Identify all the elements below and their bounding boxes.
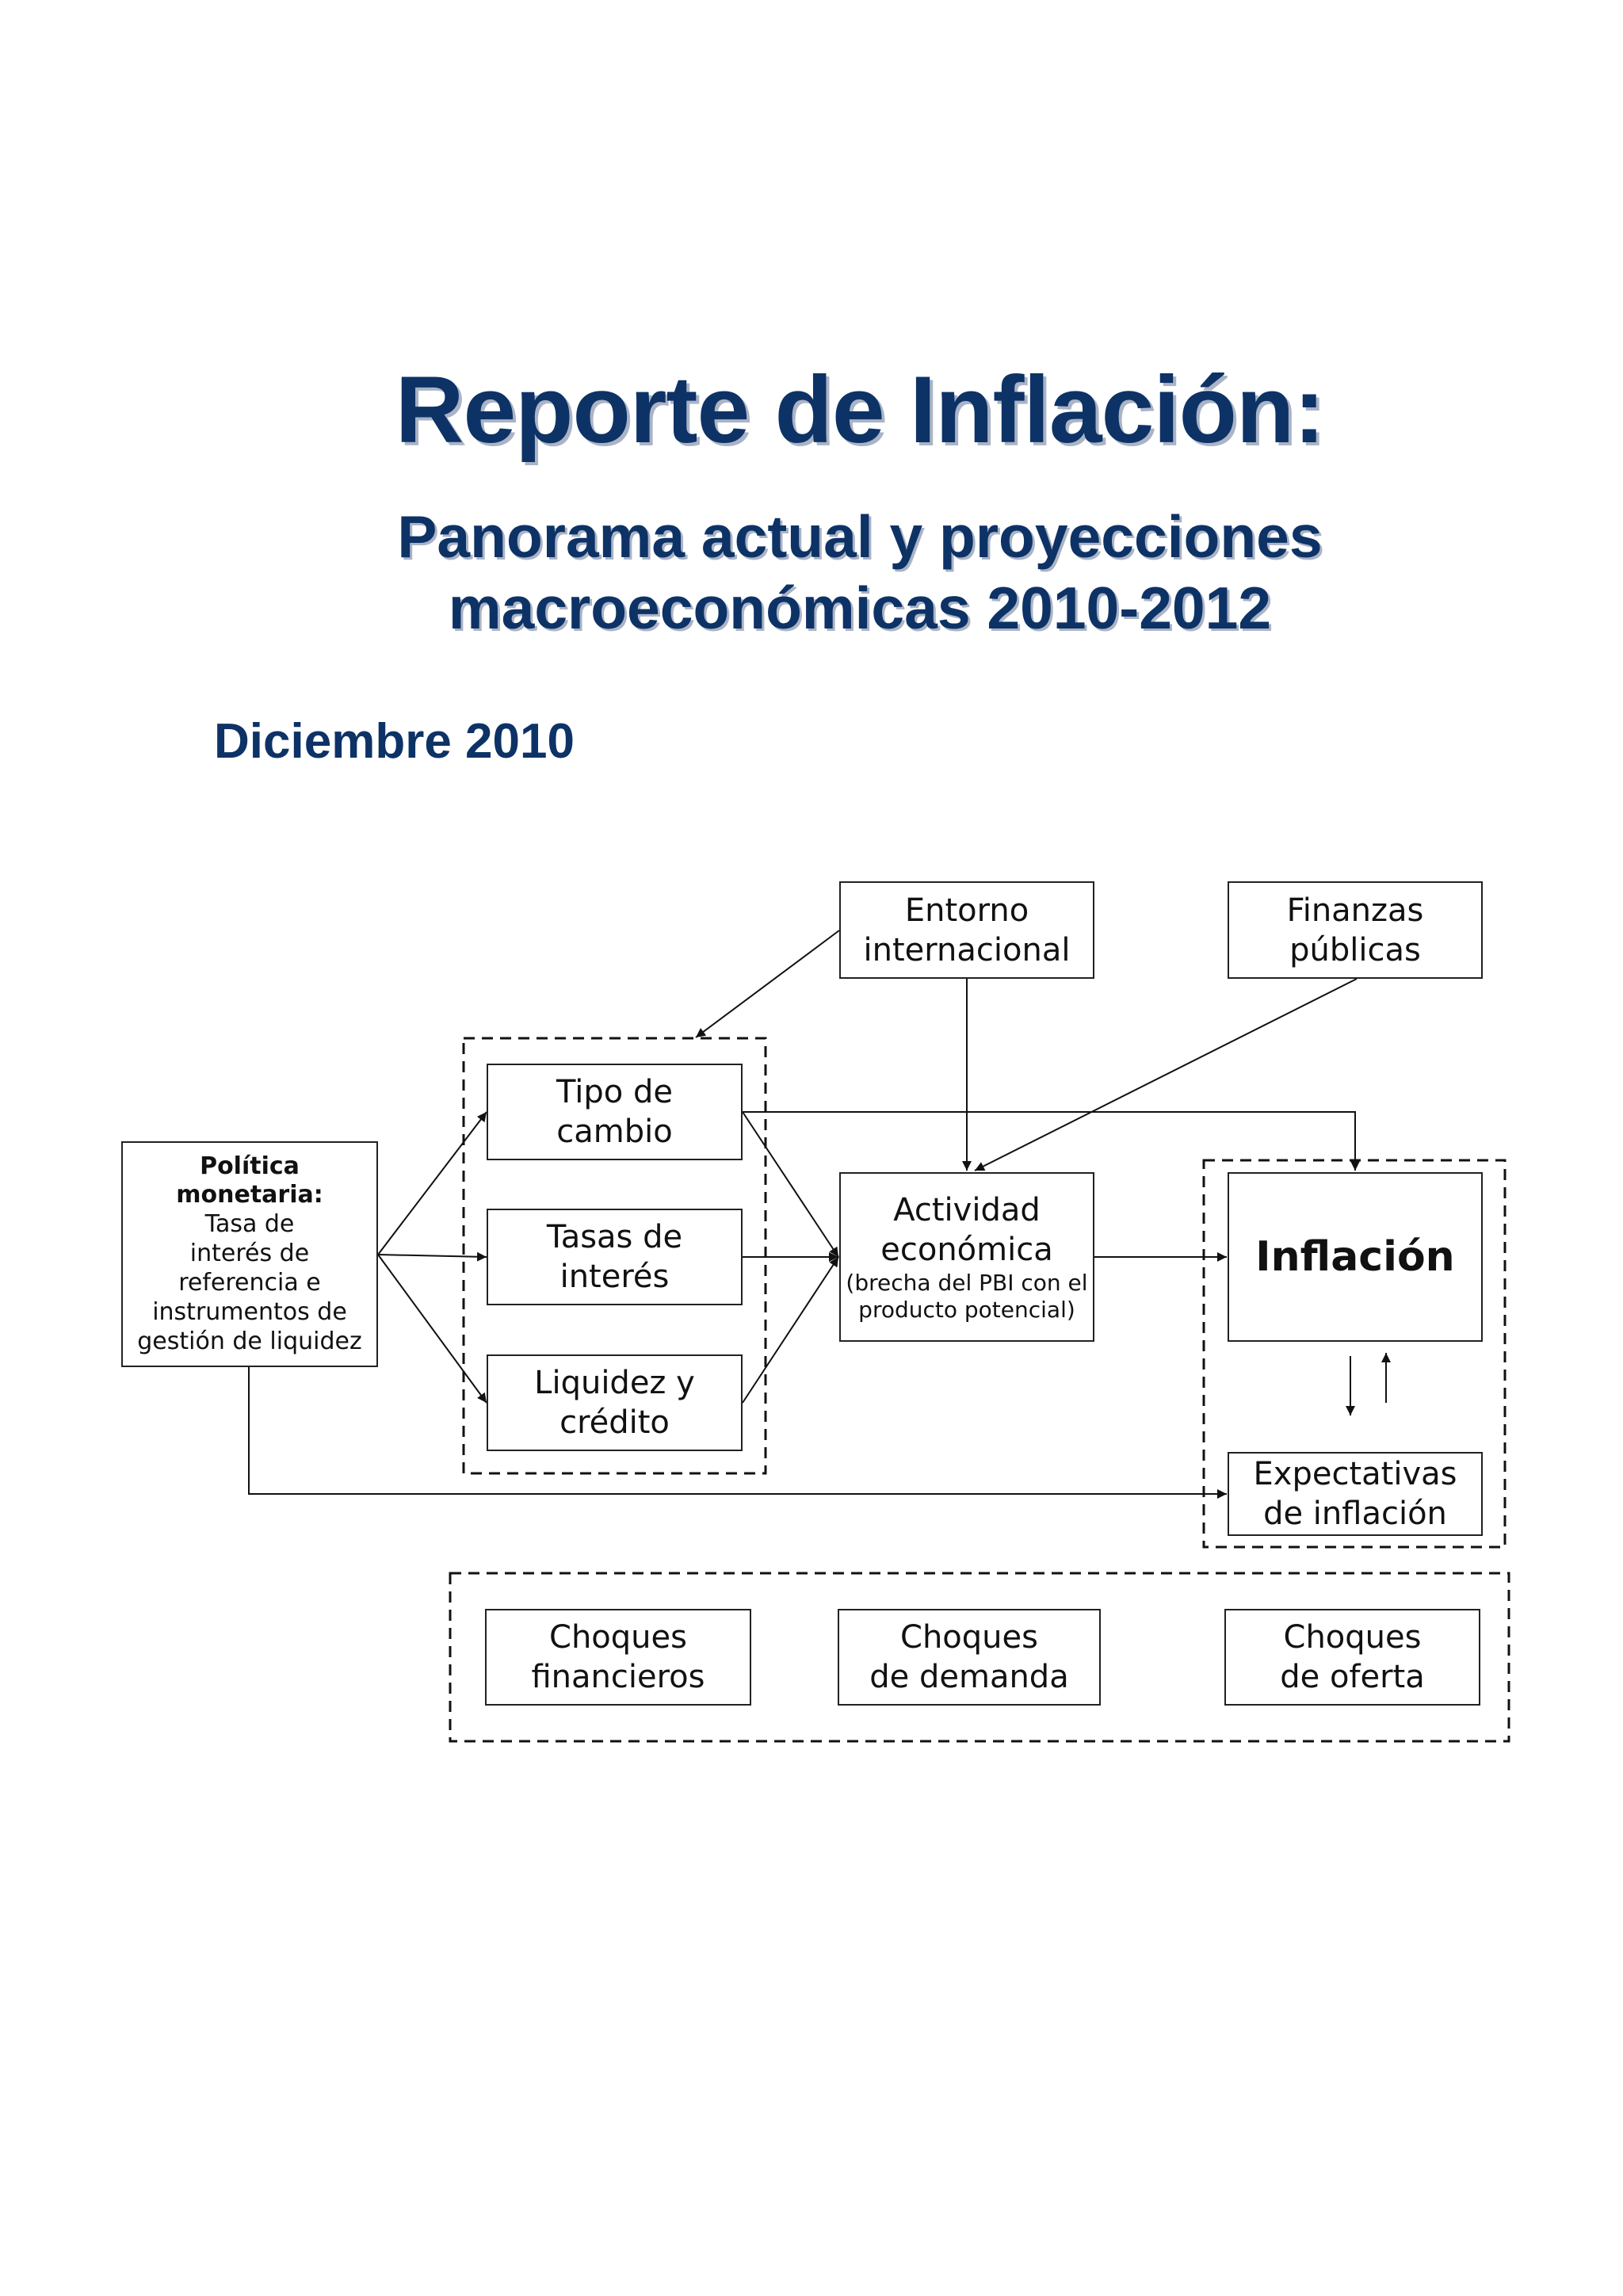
box-label-line: crédito [559,1404,670,1441]
choques-de-demanda-box [838,1609,1101,1706]
report-date: Diciembre 2010 [214,714,575,769]
box-label-line: Choques [549,1619,687,1656]
box-label-line: Finanzas [1286,892,1424,929]
tipo-de-cambio-box [487,1064,743,1160]
box-label: Inflación [1255,1233,1455,1281]
box-label-line: instrumentos de [152,1298,347,1326]
arrow-tipo-cambio-to-actividad [743,1112,838,1257]
politica-monetaria-box [121,1141,378,1367]
box-label-line: referencia e [178,1269,321,1297]
box-label-line: internacional [863,931,1071,968]
box-label-line: cambio [556,1114,673,1150]
box-label-line: Liquidez y [534,1365,695,1401]
box-label-line: públicas [1289,931,1421,968]
box-label-line: Entorno [904,892,1029,929]
box-label-line: de demanda [869,1659,1069,1695]
box-note-line: producto potencial) [858,1297,1075,1323]
box-label-line: Tasa de [204,1210,295,1238]
box-label-line: de inflación [1263,1496,1447,1532]
box-label-line: Tasas de [546,1219,683,1255]
choques-de-oferta-box [1224,1609,1480,1706]
inflacion-box [1228,1172,1483,1342]
box-label-line: Expectativas [1253,1456,1457,1492]
box-note-line: (brecha del PBI con el [846,1270,1088,1296]
tasas-de-interes-box [487,1209,743,1305]
box-label-line: gestión de liquidez [137,1328,362,1355]
subtitle-line: macroeconómicas 2010-2012 [448,575,1272,641]
box-label-line: interés [559,1259,670,1295]
report-title: Reporte de Inflación: [395,357,1325,463]
choques-financieros-box [485,1609,751,1706]
arrow-politica-to-liquidez [378,1255,487,1403]
box-label-line: financieros [531,1659,705,1695]
arrow-politica-to-tipo-cambio [378,1112,487,1255]
arrow-tipo-cambio-to-inflacion [743,1112,1355,1171]
arrow-liquidez-to-actividad [743,1257,838,1403]
box-label-line: Política [200,1152,300,1180]
box-label-line: económica [880,1232,1053,1268]
liquidez-y-credito-box [487,1354,743,1451]
box-label-line: Choques [900,1619,1038,1656]
box-label-line: de oferta [1280,1659,1425,1695]
box-label-line: Choques [1283,1619,1422,1656]
arrow-entorno-to-channels [696,930,839,1037]
box-label-line: interés de [189,1240,310,1267]
actividad-economica-box [839,1172,1094,1342]
box-label-line: Tipo de [556,1074,673,1110]
finanzas-publicas-box [1228,881,1483,979]
arrow-politica-to-tasas [378,1255,487,1257]
box-label-line: Actividad [893,1192,1041,1228]
expectativas-de-inflacion-box [1228,1452,1483,1536]
arrow-finanzas-to-actividad [975,979,1357,1171]
entorno-internacional-box [839,881,1094,979]
box-label-line: monetaria: [176,1181,323,1209]
subtitle-line: Panorama actual y proyecciones [397,503,1323,570]
